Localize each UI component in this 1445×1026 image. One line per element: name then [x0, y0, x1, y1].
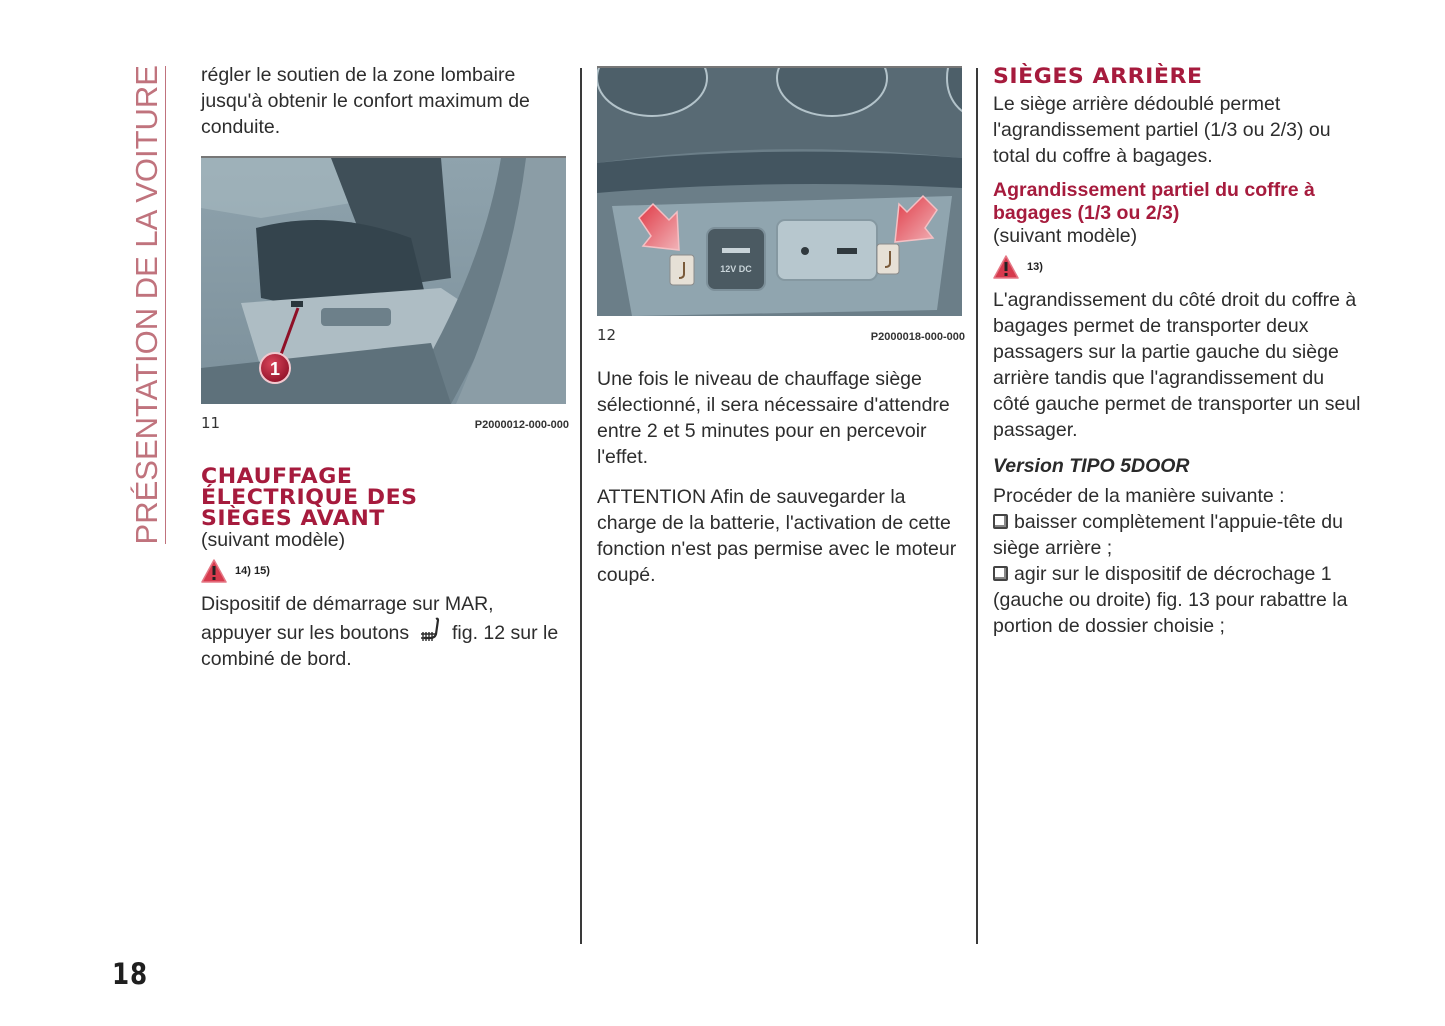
warning-icon: [201, 559, 227, 583]
figure-code: P2000018-000-000: [870, 331, 965, 343]
checkbox-bullet-icon: [993, 514, 1008, 529]
section-title-text: PRÉSENTATION DE LA VOITURE: [128, 64, 164, 544]
figure-number: 11: [201, 414, 221, 432]
figure-11: [201, 156, 566, 404]
instruction-paragraph: Dispositif de démarrage sur MAR, appuyer sur les boutons fig. 12 sur le combiné de bord.: [201, 593, 559, 670]
rear-seats-intro: Le siège arrière dédoublé permet l'agrandissement partiel (1/3 ou 2/3) ou total du coffre à bagages.: [993, 93, 1331, 167]
svg-text:12V DC: 12V DC: [720, 264, 752, 274]
version-heading: Version TIPO 5DOOR: [993, 455, 1190, 477]
partial-extension-heading: Agrandissement partiel du coffre à bagages (1/3 ou 2/3): [993, 179, 1315, 224]
svg-text:1: 1: [269, 359, 281, 379]
subtitle: (suivant modèle): [993, 225, 1138, 247]
extension-description: L'agrandissement du côté droit du coffre à bagages permet de transporter deux passagers sur la partie gauche du siège arrière tandis que l'agrandissement du côté gauche permet de transporter un seul passager.: [993, 289, 1361, 441]
procedure-intro: Procéder de la manière suivante :: [993, 485, 1285, 507]
column-1: [201, 62, 569, 672]
figure-code: P2000012-000-000: [474, 419, 569, 431]
section-title-rule: [165, 66, 166, 544]
heated-seats-heading: CHAUFFAGE ÉLECTRIQUE DES SIÈGES AVANT: [201, 464, 418, 530]
column-divider: [976, 68, 978, 944]
warning-icon: [993, 255, 1019, 279]
dashboard-switches-illustration: [597, 68, 962, 316]
heating-delay-paragraph: Une fois le niveau de chauffage siège sélectionné, il sera nécessaire d'attendre entre 2 et 5 minutes pour en percevoir l'effet.: [597, 368, 950, 468]
rear-seats-heading: SIÈGES ARRIÈRE: [993, 64, 1203, 88]
warning-reference: [201, 559, 569, 583]
checkbox-bullet-icon: [993, 566, 1008, 581]
battery-warning-paragraph: ATTENTION Afin de sauvegarder la charge de la batterie, l'activation de cette fonction n'est pas permise avec le moteur coupé.: [597, 486, 957, 586]
intro-paragraph: régler le soutien de la zone lombaire jusqu'à obtenir le confort maximum de conduite.: [201, 64, 530, 138]
page-number: 18: [112, 957, 149, 991]
warning-reference: [993, 255, 1363, 279]
figure-number: 12: [597, 326, 617, 344]
procedure-step: baisser complètement l'appuie-tête du siège arrière ;: [993, 511, 1343, 559]
subtitle: (suivant modèle): [201, 529, 346, 551]
procedure-step: agir sur le dispositif de décrochage 1 (gauche ou droite) fig. 13 pour rabattre la portion de dossier choisie ;: [993, 563, 1348, 637]
front-seat-illustration: [201, 158, 566, 404]
seat-heater-icon: [419, 617, 443, 643]
column-3: [993, 66, 1363, 639]
figure-caption: [597, 326, 965, 344]
figure-12: [597, 66, 962, 316]
section-title: [128, 66, 164, 544]
warning-refs: 13): [1027, 261, 1043, 273]
figure-caption: [201, 414, 569, 432]
warning-refs: 14) 15): [235, 565, 270, 577]
column-2: [597, 66, 965, 602]
